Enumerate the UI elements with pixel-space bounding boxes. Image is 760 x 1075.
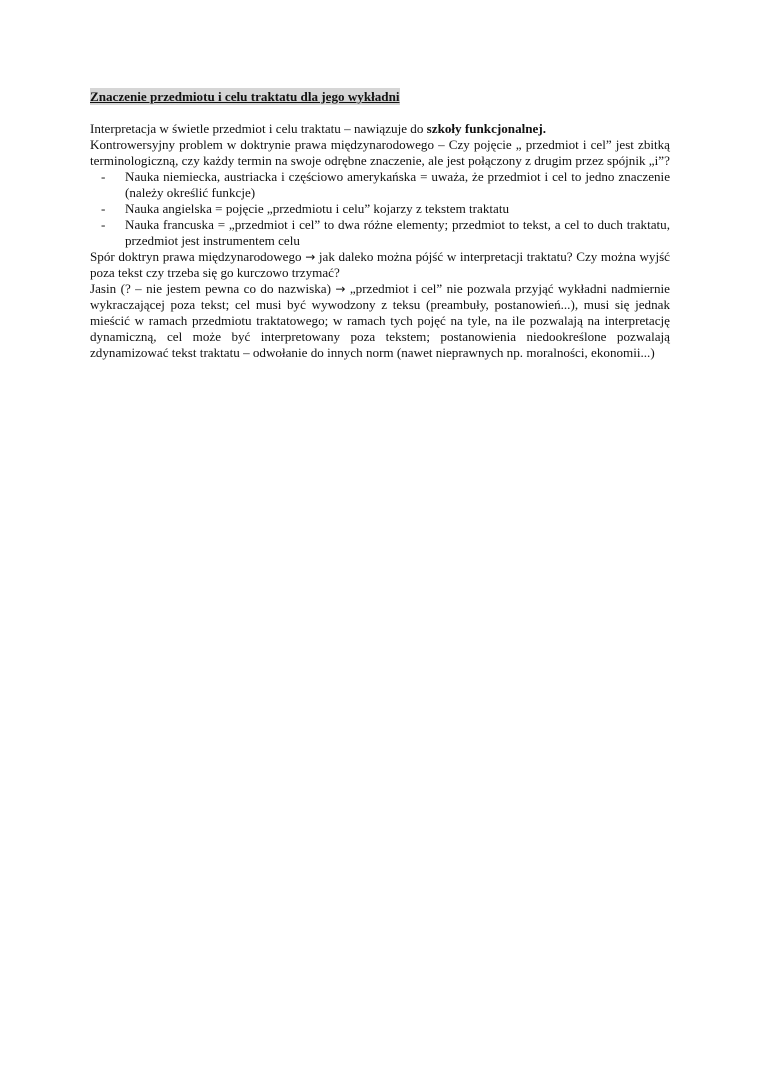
right-arrow-icon: → [335, 282, 346, 296]
dispute-text-after: jak daleko można pójść w interpretacji traktatu? Czy można wyjść poza tekst czy trzeba się go kurczowo trzymać? [90, 249, 670, 280]
dispute-text-before: Spór doktryn prawa międzynarodowego [90, 249, 306, 264]
list-item [90, 169, 670, 201]
jasin-text-after: „przedmiot i cel” nie pozwala przyjąć wykładni nadmiernie wykraczającej poza tekst; cel musi być wywodzony z teksu (preambuły, postanowień...), musi się jednak mieścić w ramach przedmiotu traktatowego; w ramach tych pojęć na tyle, na ile pozwalają na interpretację dynamiczną, cel może być interpretowany poza tekstem; postanowienia niedookreślone pozwalają zdynamizować tekst traktatu – odwołanie do innych norm (nawet nieprawnych np. moralności, ekonomii...) [90, 281, 670, 360]
doctrine-list [90, 169, 670, 249]
right-arrow-icon: → [305, 250, 316, 264]
jasin-text-before: Jasin (? – nie jestem pewna co do nazwiska) [90, 281, 336, 296]
list-item-text: Nauka angielska = pojęcie „przedmiotu i celu” kojarzy z tekstem traktatu [125, 201, 510, 216]
intro-paragraph [90, 121, 670, 137]
document-body [90, 89, 670, 361]
list-item [90, 201, 670, 217]
list-item-text: Nauka francuska = „przedmiot i cel” to dwa różne elementy; przedmiot to tekst, a cel to duch traktatu, przedmiot jest instrumentem celu [125, 217, 670, 248]
dispute-paragraph [90, 249, 670, 281]
list-item-text: Nauka niemiecka, austriacka i częściowo amerykańska = uważa, że przedmiot i cel to jedno znaczenie (należy określić funkcje) [125, 169, 670, 200]
heading-line [90, 89, 670, 105]
problem-paragraph: Kontrowersyjny problem w doktrynie prawa międzynarodowego – Czy pojęcie „ przedmiot i cel” jest zbitką terminologiczną, czy każdy termin na swoje odrębne znaczenie, ale jest połączony z drugim przez spójnik „i”? [90, 137, 670, 168]
list-dash: - [101, 201, 106, 216]
jasin-paragraph [90, 281, 670, 361]
list-item [90, 217, 670, 249]
intro-text: Interpretacja w świetle przedmiot i celu traktatu – nawiązuje do [90, 121, 427, 136]
intro-bold-term: szkoły funkcjonalnej. [426, 121, 546, 136]
document-heading: Znaczenie przedmiotu i celu traktatu dla jego wykładni [90, 89, 400, 104]
list-dash: - [101, 217, 106, 232]
list-dash: - [101, 169, 106, 184]
